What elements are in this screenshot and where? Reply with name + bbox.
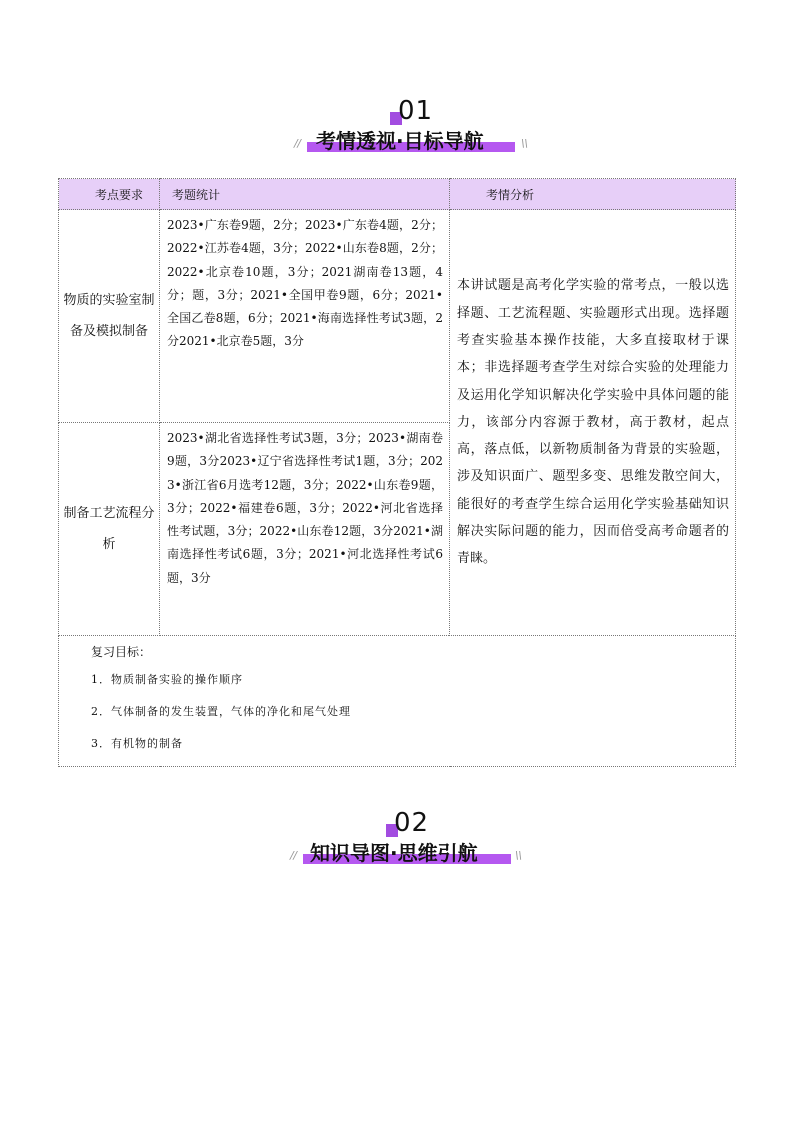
decor-slashes-left: / / <box>294 137 299 150</box>
goal-item: 1．物质制备实验的操作顺序 <box>91 673 243 686</box>
goals-row <box>59 636 736 767</box>
section-title: 知识导图·思维引航 <box>310 841 478 865</box>
header-statistics: 考题统计 <box>160 179 450 210</box>
goals-cell <box>59 636 736 767</box>
stats-cell: 2023•广东卷9题，2分；2023•广东卷4题，2分；2022•江苏卷4题，3分；2022•山东卷8题，2分；2022•北京卷10题，3分；2021湖南卷13题，4分；题，3分；2021•全国甲卷9题，6分；2021•全国乙卷8题，6分；2021•海南选择性考试3题，2分2021•北京卷5题，3分 <box>160 210 450 423</box>
exam-analysis-table <box>58 178 736 767</box>
header-requirement: 考点要求 <box>59 179 160 210</box>
stats-cell: 2023•湖北省选择性考试3题，3分；2023•湖南卷9题，3分2023•辽宁省选择性考试1题，3分；2023•浙江省6月选考12题，3分；2022•山东卷9题，3分；2022•福建卷6题，3分；2022•河北省选择性考试题，3分；2022•山东卷12题，3分2021•湖南选择性考试6题，3分；2021•河北选择性考试6题，3分 <box>160 423 450 636</box>
decor-slashes-right: \ \ <box>515 849 520 862</box>
goal-item: 2．气体制备的发生装置，气体的净化和尾气处理 <box>91 705 351 718</box>
section-number: 01 <box>398 96 434 126</box>
section-number: 02 <box>394 808 430 838</box>
goals-title: 复习目标： <box>91 645 152 659</box>
goal-item: 3．有机物的制备 <box>91 737 183 750</box>
section-header-02 <box>0 808 794 878</box>
section-title: 考情透视·目标导航 <box>316 129 484 153</box>
header-analysis: 考情分析 <box>450 179 736 210</box>
table-header-row <box>59 179 736 210</box>
decor-slashes-left: / / <box>290 849 295 862</box>
topic-cell: 制备工艺流程分析 <box>59 423 160 636</box>
section-header-01 <box>0 96 794 166</box>
table-row <box>59 210 736 423</box>
topic-cell: 物质的实验室制备及模拟制备 <box>59 210 160 423</box>
analysis-cell: 本讲试题是高考化学实验的常考点，一般以选择题、工艺流程题、实验题形式出现。选择题考查实验基本操作技能，大多直接取材于课本；非选择题考查学生对综合实验的处理能力及运用化学知识解决化学实验中具体问题的能力，该部分内容源于教材，高于教材，起点高，落点低，以新物质制备为背景的实验题，涉及知识面广、题型多变、思维发散空间大，能很好的考查学生综合运用化学实验基础知识解决实际问题的能力，因而倍受高考命题者的青睐。 <box>450 210 736 636</box>
decor-slashes-right: \ \ <box>521 137 526 150</box>
